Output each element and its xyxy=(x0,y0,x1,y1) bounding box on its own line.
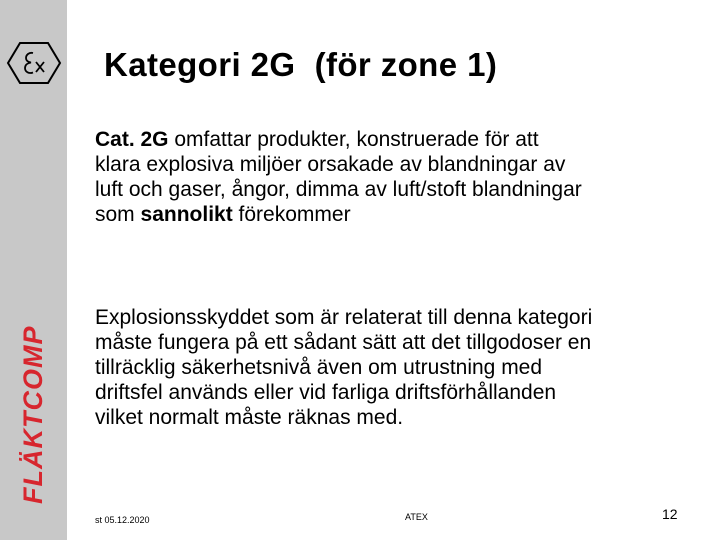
ex-hexagon-icon xyxy=(2,37,66,89)
paragraph-category-definition xyxy=(95,127,695,227)
page-number: 12 xyxy=(662,506,678,522)
footer-label: ATEX xyxy=(405,512,428,522)
sidebar xyxy=(0,0,67,540)
paragraph-text-2: förekommer xyxy=(232,203,351,226)
emphasis-word: sannolikt xyxy=(140,203,233,226)
paragraph-text-1: omfattar produkter, konstruerade för att klara explosiva miljöer orsakade av blandningar av luft och gaser, ångor, dimma av luft/stoft blandningar som xyxy=(95,128,582,226)
category-lead: Cat. 2G xyxy=(95,128,175,151)
paragraph-protection-requirement: Explosionsskyddet som är relaterat till denna kategori måste fungera på ett sådant sätt att det tillgodoser en tillräcklig säkerhetsnivå även om utrustning med driftsfel används eller vid farliga driftsförhållanden vilket normalt måste räknas med. xyxy=(95,306,593,429)
footer-date: st 05.12.2020 xyxy=(95,515,150,525)
brand-logo-text: FLÄKTCOMP xyxy=(18,325,48,504)
slide-title: Kategori 2G (för zone 1) xyxy=(104,46,498,83)
